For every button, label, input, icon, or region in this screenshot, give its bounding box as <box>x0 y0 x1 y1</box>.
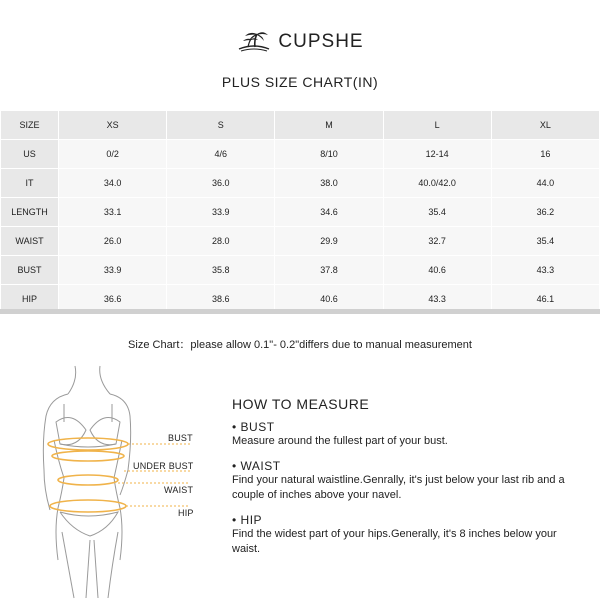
table-cell: 43.3 <box>383 285 491 314</box>
section-heading: • HIP <box>232 513 263 527</box>
measurement-note: Size Chart：please allow 0.1"- 0.2"differs due to manual measurement <box>128 339 472 351</box>
figure-label-bust: BUST <box>168 433 193 443</box>
table-cell: 33.1 <box>59 198 167 227</box>
table-row <box>1 198 600 227</box>
body-figure <box>20 360 220 600</box>
table-cell: 29.9 <box>275 227 383 256</box>
row-label: BUST <box>1 256 59 285</box>
table-cell: 35.4 <box>383 198 491 227</box>
table-cell: 44.0 <box>491 169 599 198</box>
table-cell: 38.0 <box>275 169 383 198</box>
table-cell: 40.6 <box>383 256 491 285</box>
figure-label-under-bust: UNDER BUST <box>133 461 194 471</box>
row-label: IT <box>1 169 59 198</box>
how-to-measure <box>232 396 582 567</box>
table-header-cell: S <box>167 111 275 140</box>
table-cell: 34.6 <box>275 198 383 227</box>
table-cell: 40.0/42.0 <box>383 169 491 198</box>
row-label: WAIST <box>1 227 59 256</box>
section-text: Measure around the fullest part of your bust. <box>232 435 448 447</box>
table-cell: 32.7 <box>383 227 491 256</box>
chart-title: PLUS SIZE CHART(IN) <box>221 74 379 90</box>
table-cell: 8/10 <box>275 140 383 169</box>
table-cell: 4/6 <box>167 140 275 169</box>
table-cell: 12-14 <box>383 140 491 169</box>
table-cell: 43.3 <box>491 256 599 285</box>
table-cell: 0/2 <box>59 140 167 169</box>
table-cell: 36.0 <box>167 169 275 198</box>
table-row <box>1 169 600 198</box>
table-cell: 36.2 <box>491 198 599 227</box>
body-outline-illustration <box>20 360 220 600</box>
table-header-cell: SIZE <box>1 111 59 140</box>
table-cell: 28.0 <box>167 227 275 256</box>
table-cell: 38.6 <box>167 285 275 314</box>
figure-label-hip: HIP <box>178 508 194 518</box>
table-header-cell: XL <box>491 111 599 140</box>
table-row <box>1 140 600 169</box>
section-text: Find your natural waistline.Genrally, it's just below your last rib and a couple of inches above your navel. <box>232 474 565 501</box>
brand-name: CUPSHE <box>278 31 364 52</box>
table-header-row <box>1 111 600 140</box>
section-text: Find the widest part of your hips.Generally, it's 8 inches below your waist. <box>232 528 557 555</box>
section-heading: • BUST <box>232 420 275 434</box>
table-cell: 33.9 <box>59 256 167 285</box>
table-cell: 34.0 <box>59 169 167 198</box>
table-cell: 33.9 <box>167 198 275 227</box>
waist-section <box>232 459 582 503</box>
table-cell: 35.4 <box>491 227 599 256</box>
table-row <box>1 227 600 256</box>
table-cell: 16 <box>491 140 599 169</box>
hip-section <box>232 513 582 557</box>
table-cell: 36.6 <box>59 285 167 314</box>
table-cell: 37.8 <box>275 256 383 285</box>
table-cell: 35.8 <box>167 256 275 285</box>
section-heading: • WAIST <box>232 459 281 473</box>
table-header-cell: XS <box>59 111 167 140</box>
table-cell: 26.0 <box>59 227 167 256</box>
brand-header <box>0 30 600 54</box>
figure-label-waist: WAIST <box>164 485 194 495</box>
table-header-cell: L <box>383 111 491 140</box>
palm-tree-logo-icon <box>236 30 272 54</box>
row-label: LENGTH <box>1 198 59 227</box>
section-divider <box>0 309 600 314</box>
table-row <box>1 256 600 285</box>
bust-section <box>232 420 582 449</box>
table-cell: 40.6 <box>275 285 383 314</box>
table-cell: 46.1 <box>491 285 599 314</box>
how-to-measure-title: HOW TO MEASURE <box>232 396 370 412</box>
size-chart-table <box>0 110 600 314</box>
row-label: HIP <box>1 285 59 314</box>
table-header-cell: M <box>275 111 383 140</box>
row-label: US <box>1 140 59 169</box>
